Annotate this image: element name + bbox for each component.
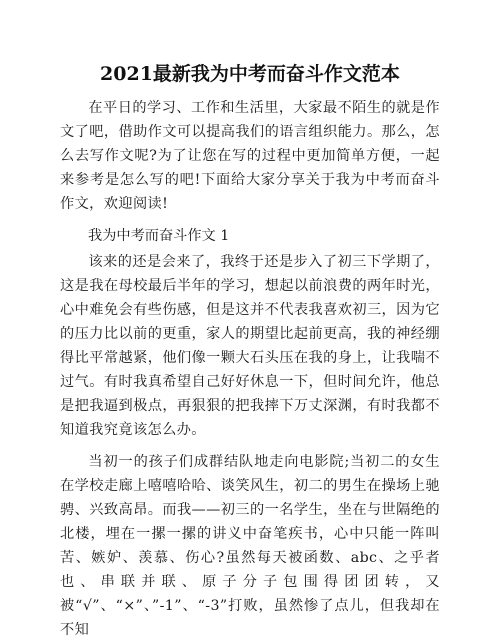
section-heading: 我为中考而奋斗作文 1 <box>88 228 230 244</box>
document-title: 2021最新我为中考而奋斗作文范本 <box>100 63 400 85</box>
intro-paragraph: 在平日的学习、工作和生活里，大家最不陌生的就是作文了吧，借助作文可以提高我们的语言组织能力。那么，怎么去写作文呢?为了让您在写的过程中更加简单方便，一起来参考是怎么写的吧!下面给大家分享关于我为中考而奋斗作文，欢迎阅读! <box>60 100 440 212</box>
body-paragraph-2: 当初一的孩子们成群结队地走向电影院;当初二的女生在学校走廊上嘻嘻哈哈、谈笑风生，初二的男生在操场上驰骋、兴致高昂。而我——初三的一名学生，坐在与世隔绝的北楼，埋在一摞一摞的讲义中奋笔疾书，心中只能一阵叫苦、嫉妒、羡慕、伤心?虽然每天被函数、abc、之乎者也、串联并联、原子分子包围得团团转，又被“√”、“×”、”-1”、“-3”打败，虽然惨了点儿，但我却在不知 <box>60 454 440 638</box>
body-paragraph-1: 该来的还是会来了，我终于还是步入了初三下学期了，这是我在母校最后半年的学习，想起以前浪费的两年时光，心中难免会有些伤感，但是这并不代表我喜欢初三，因为它的压力比以前的更重，家人的期望比起前更高，我的神经绷得比平常越紧，他们像一颗大石头压在我的身上，让我喘不过气。有时我真希望自己好好休息一下，但时间允许，他总是把我逼到极点，再狠狠的把我摔下万丈深渊，有时我都不知道我究竟该怎么办。 <box>60 254 440 438</box>
document-body <box>60 96 440 642</box>
